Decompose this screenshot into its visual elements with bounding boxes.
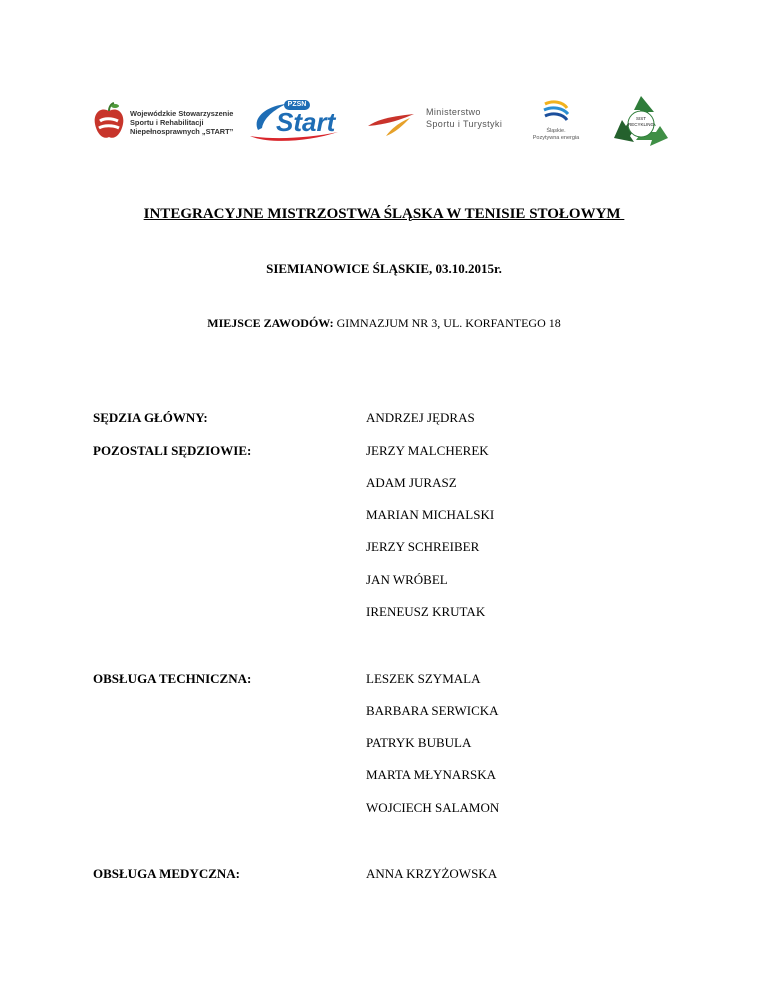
event-place-date: SIEMIANOWICE ŚLĄSKIE, 03.10.2015r.: [266, 261, 502, 276]
technical-staff-name: BARBARA SERWICKA: [366, 703, 499, 718]
pzsn-badge: PZSN: [287, 101, 307, 108]
medical-staff-name: ANNA KRZYŻOWSKA: [366, 866, 498, 881]
pzsn-start-word: Start: [276, 107, 336, 137]
logo-strip: [0, 88, 768, 158]
slaskie-line-1: Śląskie.: [546, 128, 566, 134]
wss-logo-line-3: Niepełnosprawnych „START”: [130, 127, 234, 136]
slaskie-emblem-icon: [541, 98, 571, 126]
technical-staff-name: WOJCIECH SALAMON: [366, 800, 500, 815]
slaskie-logo: [526, 98, 586, 146]
venue-value: GIMNAZJUM NR 3, UL. KORFANTEGO 18: [333, 316, 561, 330]
other-judge-name: JERZY SCHREIBER: [366, 539, 480, 554]
pzsn-start-logo: [248, 96, 344, 146]
venue-line: [0, 316, 768, 331]
main-judge-name: ANDRZEJ JĘDRAS: [366, 410, 475, 425]
other-judge-name: JERZY MALCHEREK: [366, 443, 489, 458]
wss-logo-line-1: Wojewódzkie Stowarzyszenie: [130, 109, 234, 118]
technical-staff-label: OBSŁUGA TECHNICZNA:: [93, 671, 252, 686]
technical-staff-name: MARTA MŁYNARSKA: [366, 767, 496, 782]
ministerstwo-line-1: Ministerstwo: [426, 107, 481, 117]
other-judge-name: IRENEUSZ KRUTAK: [366, 604, 486, 619]
ministerstwo-swoosh-icon: [366, 108, 416, 138]
other-judges-label: POZOSTALI SĘDZIOWIE:: [93, 443, 252, 458]
other-judge-name: MARIAN MICHALSKI: [366, 507, 495, 522]
page-title: INTEGRACYJNE MISTRZOSTWA ŚLĄSKA W TENISIE STOŁOWYM: [143, 206, 625, 222]
recycle-line-1: SIST: [635, 116, 646, 121]
medical-staff-label: OBSŁUGA MEDYCZNA:: [93, 866, 240, 881]
venue-label: MIEJSCE ZAWODÓW:: [207, 316, 334, 330]
technical-staff-name: PATRYK BUBULA: [366, 735, 472, 750]
wss-logo-line-2: Sportu i Rehabilitacji: [130, 118, 204, 127]
recycling-logo: [610, 94, 672, 152]
wss-start-logo: [92, 102, 252, 142]
other-judge-name: ADAM JURASZ: [366, 475, 457, 490]
technical-staff-name: LESZEK SZYMALA: [366, 671, 481, 686]
recycle-line-2: RECYKLING: [628, 122, 655, 127]
apple-icon: [92, 102, 126, 142]
other-judge-name: JAN WRÓBEL: [366, 572, 448, 587]
ministerstwo-line-2: Sportu i Turystyki: [426, 119, 503, 129]
slaskie-line-2: Pozytywna energia: [532, 135, 580, 141]
main-judge-label: SĘDZIA GŁÓWNY:: [93, 410, 208, 425]
ministerstwo-logo: [366, 104, 506, 140]
